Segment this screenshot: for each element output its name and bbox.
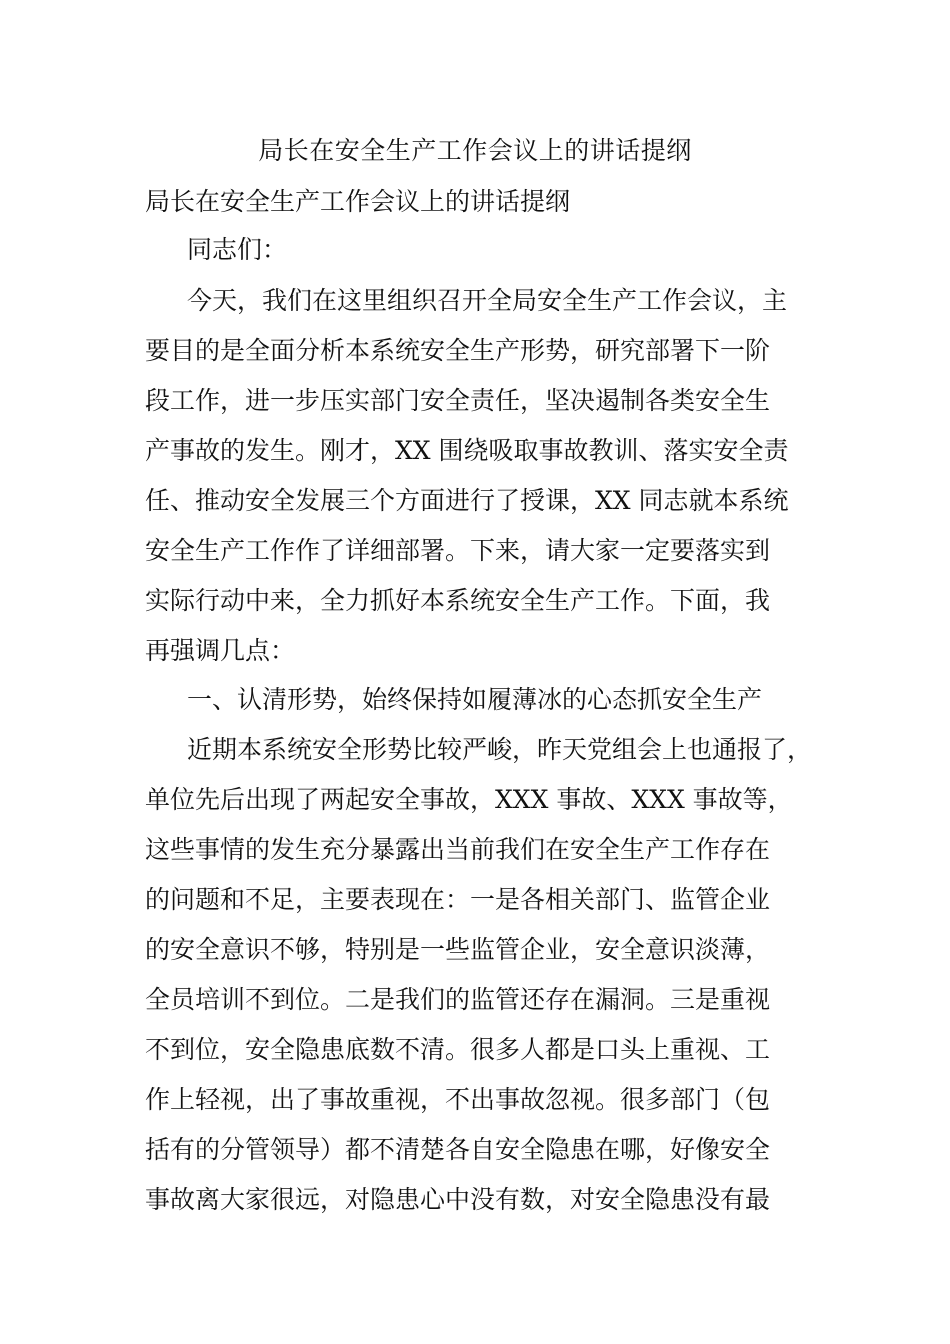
paragraph-line: 产事故的发生。刚才，XX 围绕吸取事故教训、落实安全责 [145,436,789,465]
paragraph-line: 括有的分管领导）都不清楚各自安全隐患在哪，好像安全 [145,1135,771,1164]
paragraph-line: 实际行动中来，全力抓好本系统安全生产工作。下面，我 [145,586,771,615]
paragraph-line: 段工作，进一步压实部门安全责任，坚决遏制各类安全生 [145,386,771,415]
paragraph-line: 作上轻视，出了事故重视，不出事故忽视。很多部门（包 [145,1085,771,1114]
document-title: 局长在安全生产工作会议上的讲话提纲 [258,136,692,165]
paragraph-line: 要目的是全面分析本系统安全生产形势，研究部署下一阶 [145,336,771,365]
paragraph-line: 不到位，安全隐患底数不清。很多人都是口头上重视、工 [145,1035,771,1064]
paragraph-line: 近期本系统安全形势比较严峻，昨天党组会上也通报了， [187,735,813,764]
paragraph-line: 再强调几点： [145,636,296,665]
paragraph-line: 的问题和不足，主要表现在：一是各相关部门、监管企业 [145,885,771,914]
paragraph-line: 任、推动安全发展三个方面进行了授课，XX 同志就本系统 [145,486,789,515]
paragraph-line: 安全生产工作作了详细部署。下来，请大家一定要落实到 [145,536,771,565]
document-subtitle: 局长在安全生产工作会议上的讲话提纲 [145,187,571,216]
paragraph-line: 同志们： [187,235,288,264]
paragraph-line: 事故离大家很远，对隐患心中没有数，对安全隐患没有最 [145,1185,771,1214]
paragraph-line: 全员培训不到位。二是我们的监管还存在漏洞。三是重视 [145,985,771,1014]
paragraph-line: 今天，我们在这里组织召开全局安全生产工作会议，主 [187,286,788,315]
paragraph-line: 这些事情的发生充分暴露出当前我们在安全生产工作存在 [145,835,771,864]
paragraph-line: 的安全意识不够，特别是一些监管企业，安全意识淡薄， [145,935,771,964]
section-heading: 一、认清形势，始终保持如履薄冰的心态抓安全生产 [187,685,763,714]
paragraph-line: 单位先后出现了两起安全事故，XXX 事故、XXX 事故等， [145,785,793,814]
